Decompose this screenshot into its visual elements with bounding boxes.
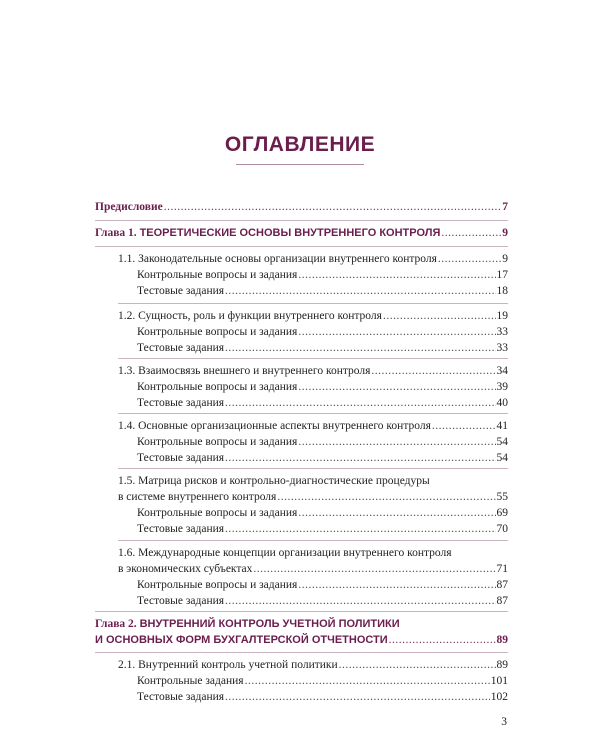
toc-entry-label: ТЕОРЕТИЧЕСКИЕ ОСНОВЫ ВНУТРЕННЕГО КОНТРОЛЯ [139,227,441,239]
toc-entry-label: Контрольные вопросы и задания [137,381,298,393]
leader-dots [298,435,495,450]
chapter-title-line1: ВНУТРЕННИЙ КОНТРОЛЬ УЧЕТНОЙ ПОЛИТИКИ [139,618,400,630]
leader-dots [225,396,495,411]
toc-page-number: 102 [490,691,508,703]
toc-entry-label: 1.3. Взаимосвязь внешнего и внутреннего контроля [118,365,371,377]
leader-dots [432,419,496,434]
toc-page-number: 40 [496,397,508,409]
leader-dots [339,658,496,673]
toc-page-number: 54 [496,452,508,464]
leader-dots [298,578,495,593]
toc-entry-label: Тестовые задания [137,523,225,535]
toc-entry-label: Контрольные задания [137,675,244,687]
toc-page-number: 87 [496,595,508,607]
toc-entry-label: И ОСНОВНЫХ ФОРМ БУХГАЛТЕРСКОЙ ОТЧЕТНОСТИ [95,634,388,646]
toc-page-number: 89 [496,634,508,646]
leader-dots [389,633,496,648]
leader-dots [225,341,495,356]
leader-dots [225,284,495,299]
leader-dots [225,690,490,705]
leader-dots [371,364,495,379]
toc-page-number: 87 [496,579,508,591]
toc-page-number: 71 [496,563,508,575]
leader-dots [298,506,495,521]
toc-entry-label: 2.1. Внутренний контроль учетной политики [118,659,338,671]
toc-page-number: 9 [502,227,508,239]
toc-entry-label: Тестовые задания [137,595,225,607]
toc-page-number: 55 [496,491,508,503]
separator [118,413,508,414]
toc-chapter-2[interactable] [95,633,508,648]
chapter-prefix: Глава 2. [95,618,140,630]
toc-section-1-1[interactable] [118,252,508,267]
toc-subitem[interactable] [137,325,508,340]
toc-section-1-4[interactable] [118,419,508,434]
toc-page-number: 101 [490,675,508,687]
toc-chapter-1[interactable] [95,226,508,241]
toc-entry-label: 1.2. Сущность, роль и функции внутреннего контроля [118,310,382,322]
toc-page-number: 33 [496,326,508,338]
toc-page-number: 89 [496,659,508,671]
leader-dots [441,226,501,241]
toc-page-number: 41 [496,420,508,432]
toc-section-1-2[interactable] [118,309,508,324]
toc-section-1-6-line1: 1.6. Международные концепции организации внутреннего контроля [118,547,452,559]
toc-subitem[interactable] [137,674,508,689]
toc-subitem[interactable] [137,284,508,299]
toc-entry-label: в системе внутреннего контроля [118,491,277,503]
leader-dots [225,522,495,537]
toc-subitem[interactable] [137,578,508,593]
toc-subitem[interactable] [137,380,508,395]
toc-page-number: 9 [502,253,508,265]
separator [95,220,508,221]
separator [95,246,508,247]
page-number: 3 [501,716,507,728]
toc-page-number: 33 [496,342,508,354]
toc-preface[interactable] [95,200,508,215]
toc-entry-label: Контрольные вопросы и задания [137,507,298,519]
toc-subitem[interactable] [137,506,508,521]
toc-entry-label: Тестовые задания [137,342,225,354]
leader-dots [277,490,495,505]
toc-page-number: 7 [502,201,508,213]
leader-dots [164,200,502,215]
toc-subitem[interactable] [137,451,508,466]
separator [95,611,508,612]
toc-page-number: 54 [496,436,508,448]
leader-dots [245,674,490,689]
leader-dots [383,309,496,324]
leader-dots [298,325,495,340]
toc-entry-label: Тестовые задания [137,691,225,703]
toc-entry-label: Предисловие [95,201,163,213]
toc-page-number: 18 [496,285,508,297]
separator [118,358,508,359]
toc-chapter-2-line1 [95,617,400,632]
toc-entry-label: Тестовые задания [137,452,225,464]
separator [118,468,508,469]
leader-dots [298,268,495,283]
toc-entry-label: Контрольные вопросы и задания [137,436,298,448]
toc-section-1-6[interactable] [118,562,508,577]
toc-entry-label: Тестовые задания [137,285,225,297]
toc-subitem[interactable] [137,522,508,537]
toc-page-number: 34 [496,365,508,377]
toc-subitem[interactable] [137,435,508,450]
leader-dots [438,252,501,267]
page-title: ОГЛАВЛЕНИЕ [224,133,376,156]
toc-entry-label: Контрольные вопросы и задания [137,579,298,591]
separator [118,540,508,541]
toc-entry-label: 1.1. Законодательные основы организации внутреннего контроля [118,253,437,265]
leader-dots [253,562,495,577]
toc-section-1-5[interactable] [118,490,508,505]
toc-subitem[interactable] [137,341,508,356]
toc-entry-label: Тестовые задания [137,397,225,409]
toc-page-number: 19 [496,310,508,322]
toc-entry-label: 1.4. Основные организационные аспекты внутреннего контроля [118,420,431,432]
toc-subitem[interactable] [137,396,508,411]
toc-page-number: 17 [496,269,508,281]
toc-section-2-1[interactable] [118,658,508,673]
toc-page-number: 69 [496,507,508,519]
leader-dots [298,380,495,395]
toc-subitem[interactable] [137,690,508,705]
toc-section-1-3[interactable] [118,364,508,379]
toc-entry-label: Контрольные вопросы и задания [137,326,298,338]
separator [95,652,508,653]
leader-dots [225,451,495,466]
toc-subitem[interactable] [137,268,508,283]
chapter-prefix: Глава 1. [95,227,140,239]
toc-entry-label: Контрольные вопросы и задания [137,269,298,281]
toc-page-number: 39 [496,381,508,393]
toc-page-number: 70 [496,523,508,535]
leader-dots [225,594,495,609]
toc-subitem[interactable] [137,594,508,609]
separator [118,303,508,304]
toc-section-1-5-line1: 1.5. Матрица рисков и контрольно-диагностические процедуры [118,475,430,487]
toc-entry-label: в экономических субъектах [118,563,253,575]
